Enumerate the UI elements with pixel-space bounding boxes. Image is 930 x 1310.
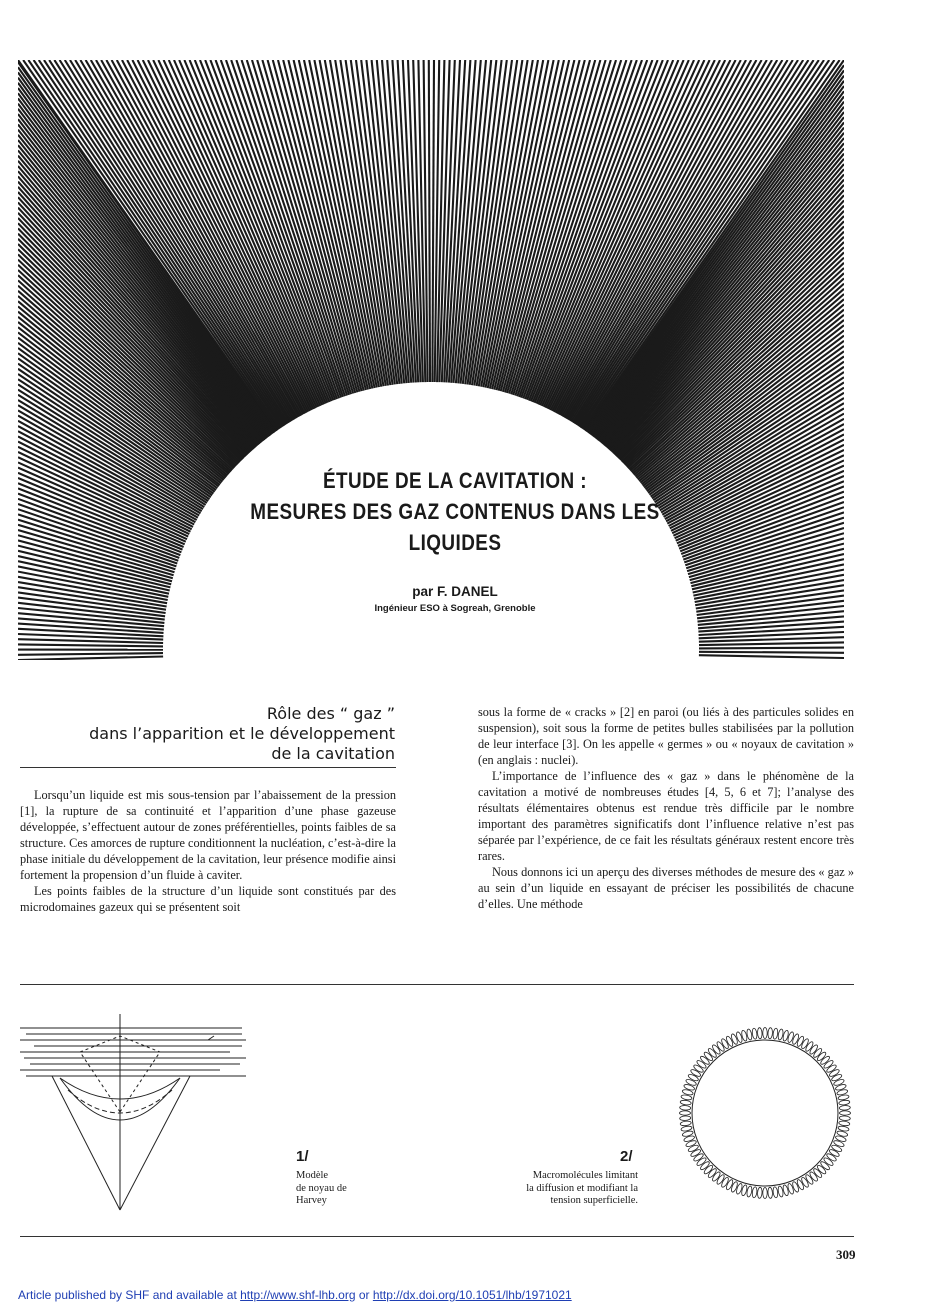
macromolecule-loop [680, 1100, 691, 1106]
figure-top-rule [20, 984, 854, 985]
article-title-block [170, 465, 740, 614]
macromolecule-loop [773, 1187, 779, 1198]
macromolecule-loop [839, 1105, 850, 1110]
macromolecule-loop [763, 1188, 767, 1199]
header-ray [699, 648, 844, 649]
section-heading-line-1: Rôle des “ gaz ” [266, 704, 395, 723]
paragraph: Nous donnons ici un aperçu des diverses méthodes de mesure des « gaz » au sein d’un liquide en essayant de préciser les possibilités de chacune d’elles. Une méthode [478, 865, 854, 911]
header-ray [699, 642, 844, 645]
header-ray [699, 655, 844, 658]
macromolecule-loop [768, 1028, 773, 1039]
figure-bottom-rule [20, 1236, 854, 1237]
bubble-interface [692, 1040, 838, 1186]
figure-1-harvey-nucleus-diagram [20, 1012, 246, 1212]
footer-link-doi[interactable]: http://dx.doi.org/10.1051/lhb/1971021 [372, 1288, 572, 1302]
right-text-column [478, 704, 854, 912]
macromolecule-loop [768, 1187, 773, 1198]
figure-1-number: 1/ [296, 1148, 309, 1165]
figure-2-macromolecule-bubble-diagram [674, 1022, 856, 1204]
figure-2-caption-line: tension superficielle. [550, 1195, 638, 1206]
figure-1-caption-line: de noyau de [296, 1182, 347, 1194]
header-ray [429, 60, 430, 382]
macromolecule-loop [680, 1121, 691, 1127]
header-ray [18, 644, 163, 646]
footer-link-shf[interactable]: http://www.shf-lhb.org [240, 1288, 356, 1302]
macromolecule-loop [839, 1116, 850, 1121]
figure-1-caption [296, 1170, 386, 1208]
footer-middle: or [355, 1288, 373, 1302]
section-heading-rule [20, 767, 396, 768]
figure-2-number: 2/ [620, 1148, 633, 1165]
article-title-line-1: ÉTUDE DE LA CAVITATION : [323, 468, 587, 493]
left-text-column [20, 787, 396, 915]
macromolecule-loop [763, 1028, 767, 1039]
macromolecule-loop [773, 1028, 779, 1039]
figure-2-caption-line: la diffusion et modifiant la [526, 1182, 638, 1194]
macromolecule-loop [752, 1187, 758, 1198]
macromolecule-loop [752, 1028, 758, 1039]
section-heading-line-2: dans l’apparition et le développement [89, 724, 395, 743]
macromolecule-loop [757, 1028, 762, 1039]
header-ray [18, 657, 163, 661]
header-ray [699, 652, 844, 653]
section-heading [20, 704, 395, 764]
paragraph: Lorsqu’un liquide est mis sous-tension par l’abaissement de la pression [1], la rupture de sa continuité et l’apparition d’une phase gazeuse développée, s’effectuent autour de zones préférentielles, points faibles de sa structure. Ces amorces de rupture conditionnent la nucléation, c’est-à-dire la phase initiale du développement de la cavitation, leur présence modifie ainsi fortement la propension d’un fluide à caviter. [20, 788, 396, 882]
macromolecule-loop [840, 1111, 851, 1115]
macromolecule-loop [680, 1111, 691, 1115]
author-byline: par F. DANEL [412, 584, 498, 599]
figure-2-caption [470, 1170, 638, 1208]
footer-prefix: Article published by SHF and available at [18, 1288, 241, 1302]
header-ray [18, 653, 163, 655]
author-affiliation: Ingénieur ESO à Sogreah, Grenoble [374, 603, 536, 614]
figure-1-caption-line: Harvey [296, 1195, 327, 1206]
header-ray [432, 60, 434, 382]
article-title-line-3: LIQUIDES [408, 530, 502, 555]
paragraph: L’importance de l’influence des « gaz » dans le phénomène de la cavitation a motivé de nombreuses études [4, 5, 6 et 7]; l’analyse des résultats élémentaires obtenus est rendue très difficile par le nombre important des paramètres significatifs dont l’influence relative n’est pas séparée par l’expérience, de ce fait les résultats généraux restent encore très rares. [478, 769, 854, 863]
publication-footer [18, 1288, 572, 1302]
macromolecule-loop [839, 1100, 850, 1106]
macromolecule-loop [839, 1121, 850, 1127]
page-number: 309 [836, 1247, 856, 1262]
macromolecule-loop [757, 1187, 762, 1198]
paragraph: Les points faibles de la structure d’un liquide sont constitués par des microdomaines gazeux qui se présentent soit [20, 884, 396, 914]
macromolecule-loop [680, 1116, 691, 1121]
section-heading-line-3: de la cavitation [271, 744, 395, 763]
figure-2-caption-line: Macromolécules limitant [532, 1170, 638, 1181]
article-title-line-2: MESURES DES GAZ CONTENUS DANS LES [250, 499, 660, 524]
paragraph: sous la forme de « cracks » [2] en paroi (ou liés à des particules solides en suspension), soit sous la forme de petites bulles stabilisées par la pollution de leur interface [3]. On les appelle « germes » ou « noyaux de cavitation » (en anglais : nuclei). [478, 705, 854, 767]
macromolecule-loop [680, 1105, 691, 1110]
figure-1-caption-line: Modèle [296, 1170, 329, 1181]
